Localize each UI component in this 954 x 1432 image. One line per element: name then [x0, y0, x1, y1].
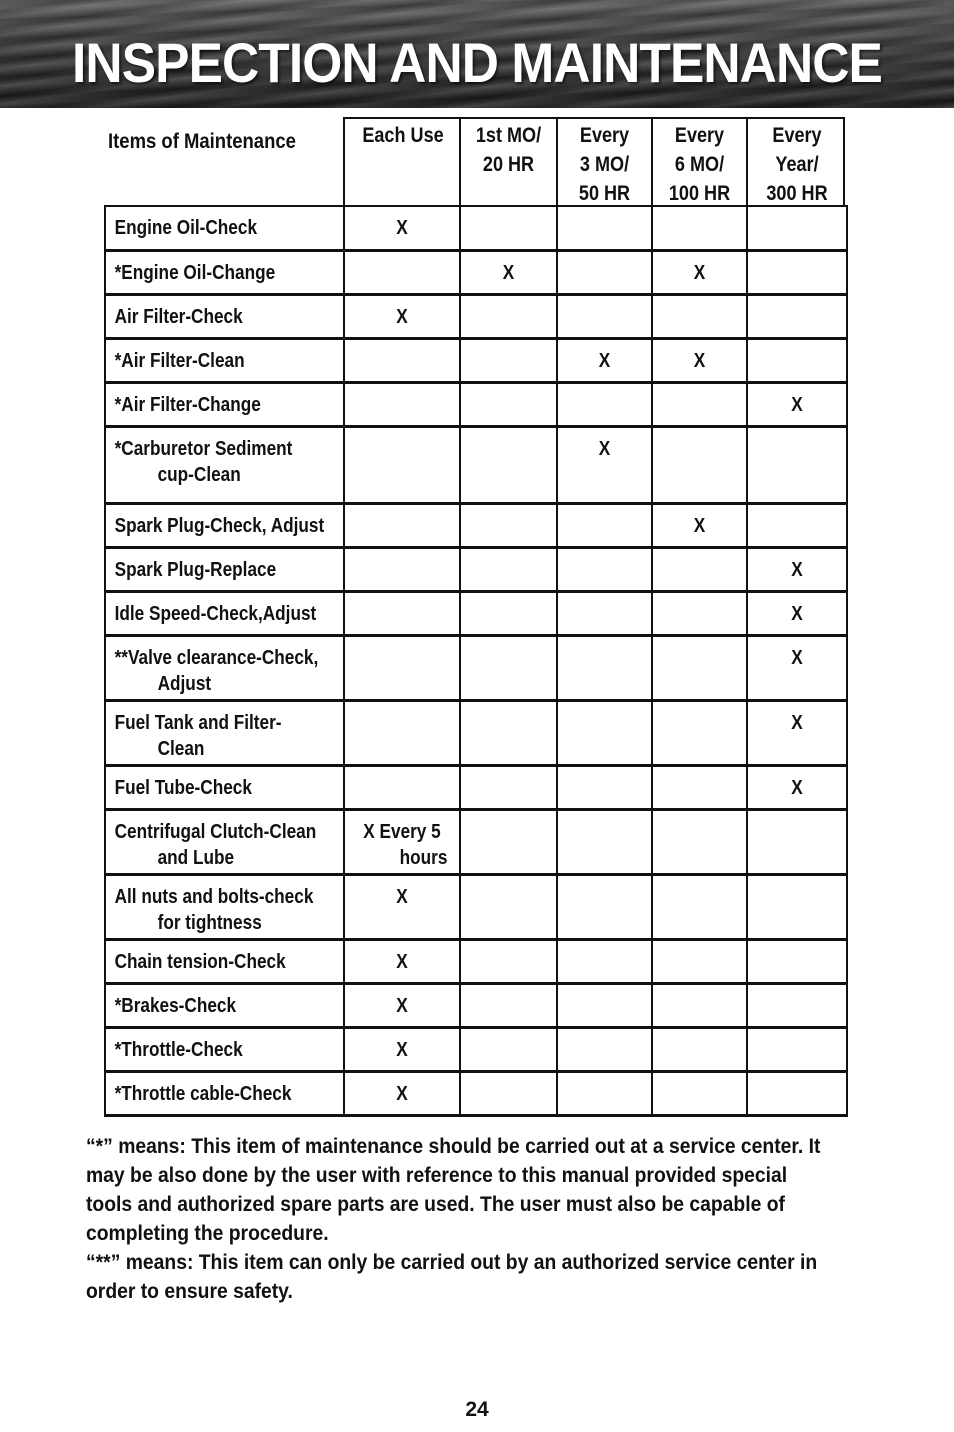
- schedule-cell: [344, 983, 460, 1027]
- schedule-mark: X: [693, 261, 706, 284]
- footnotes: [86, 1132, 822, 1306]
- column-header-5: [746, 119, 846, 207]
- schedule-cell: [557, 1027, 652, 1071]
- header-banner: [0, 0, 954, 108]
- schedule-cell: [557, 338, 652, 382]
- schedule-cell: [652, 426, 747, 503]
- schedule-mark: X: [598, 349, 611, 372]
- maintenance-item-label: and Lube: [157, 846, 235, 869]
- maintenance-item-label: Engine Oil-Check: [114, 217, 258, 239]
- schedule-cell: [652, 250, 747, 294]
- schedule-cell: [747, 382, 847, 426]
- schedule-cell: [747, 206, 847, 250]
- maintenance-item-cell: [105, 939, 344, 983]
- maintenance-item-cell: [105, 765, 344, 809]
- schedule-cell: [344, 547, 460, 591]
- maintenance-item-label: Chain tension-Check: [114, 950, 286, 973]
- table-row: [105, 874, 847, 939]
- schedule-cell: [344, 635, 460, 700]
- maintenance-item-label: *Engine Oil-Change: [114, 261, 276, 284]
- column-header-1: [345, 119, 461, 207]
- schedule-mark: X: [791, 646, 803, 669]
- schedule-cell: [747, 294, 847, 338]
- schedule-cell: [460, 250, 557, 294]
- maintenance-item-label: All nuts and bolts-check: [114, 885, 314, 908]
- schedule-cell: [652, 294, 747, 338]
- schedule-cell: [747, 503, 847, 547]
- maintenance-item-cell: [105, 503, 344, 547]
- maintenance-item-cell: [105, 591, 344, 635]
- maintenance-item-label: Centrifugal Clutch-Clean: [114, 820, 317, 843]
- schedule-cell: [460, 338, 557, 382]
- schedule-cell: [557, 503, 652, 547]
- maintenance-item-label: cup-Clean: [157, 463, 241, 486]
- column-header-line: Year/: [775, 153, 819, 176]
- column-header-3: [556, 119, 651, 207]
- schedule-cell: [344, 1071, 460, 1115]
- schedule-cell: [652, 1027, 747, 1071]
- maintenance-item-label: Idle Speed-Check,Adjust: [114, 602, 317, 625]
- maintenance-item-cell: [105, 382, 344, 426]
- schedule-mark: X: [396, 217, 408, 239]
- maintenance-item-label: Fuel Tank and Filter-: [114, 711, 282, 734]
- column-header-line: 300 HR: [766, 182, 828, 205]
- schedule-mark: X: [396, 950, 408, 973]
- column-header-line: 50 HR: [578, 182, 631, 205]
- schedule-cell: [344, 700, 460, 765]
- schedule-cell: [652, 503, 747, 547]
- maintenance-item-cell: [105, 294, 344, 338]
- column-header-line: Each Use: [362, 124, 444, 147]
- schedule-cell: [557, 382, 652, 426]
- maintenance-item-cell: [105, 426, 344, 503]
- schedule-mark: X: [502, 261, 515, 284]
- column-header-2: [459, 119, 556, 207]
- table-row: [105, 503, 847, 547]
- column-header-line: Every: [579, 124, 630, 147]
- schedule-cell: [652, 591, 747, 635]
- table-row: [105, 983, 847, 1027]
- schedule-cell: [652, 700, 747, 765]
- note-single-asterisk: “*” means: This item of maintenance should be carried out at a service center. It may be also done by the user with reference to this manual provided special tools and authorized spare parts are used. The user must also be capable of completing the procedure.: [86, 1135, 821, 1245]
- maintenance-item-cell: [105, 635, 344, 700]
- schedule-cell: [344, 250, 460, 294]
- table-row: [105, 338, 847, 382]
- schedule-cell: [652, 1071, 747, 1115]
- schedule-cell: [747, 765, 847, 809]
- table-row: [105, 591, 847, 635]
- schedule-mark: X: [693, 514, 706, 537]
- schedule-cell: [460, 382, 557, 426]
- items-of-maintenance-header: Items of Maintenance: [108, 130, 296, 153]
- table-row: [105, 1027, 847, 1071]
- schedule-cell: [747, 591, 847, 635]
- schedule-cell: [344, 382, 460, 426]
- schedule-cell: [557, 294, 652, 338]
- schedule-cell: [344, 503, 460, 547]
- schedule-cell: [460, 765, 557, 809]
- schedule-mark: X: [598, 437, 611, 460]
- schedule-mark: X: [396, 1038, 408, 1061]
- schedule-mark: hours: [399, 846, 448, 869]
- table-row: [105, 547, 847, 591]
- schedule-cell: [652, 338, 747, 382]
- schedule-cell: [460, 547, 557, 591]
- maintenance-item-label: Adjust: [157, 672, 212, 695]
- schedule-cell: [460, 809, 557, 874]
- schedule-cell: [747, 426, 847, 503]
- maintenance-item-label: Fuel Tube-Check: [114, 776, 252, 799]
- schedule-cell: [460, 983, 557, 1027]
- table-row: [105, 635, 847, 700]
- schedule-cell: [747, 547, 847, 591]
- schedule-cell: [557, 874, 652, 939]
- schedule-cell: [652, 939, 747, 983]
- schedule-cell: [344, 809, 460, 874]
- schedule-cell: [460, 206, 557, 250]
- schedule-cell: [652, 809, 747, 874]
- schedule-mark: X: [791, 776, 803, 799]
- schedule-cell: [460, 503, 557, 547]
- table-row: [105, 809, 847, 874]
- table-row: [105, 250, 847, 294]
- maintenance-item-cell: [105, 874, 344, 939]
- schedule-cell: [747, 1027, 847, 1071]
- schedule-mark: X: [396, 305, 408, 328]
- maintenance-item-label: *Throttle-Check: [114, 1038, 243, 1061]
- schedule-cell: [557, 547, 652, 591]
- schedule-cell: [652, 206, 747, 250]
- schedule-cell: [460, 700, 557, 765]
- schedule-mark: X: [396, 994, 408, 1017]
- schedule-cell: [747, 939, 847, 983]
- maintenance-item-cell: [105, 1071, 344, 1115]
- note-double-asterisk: “**” means: This item can only be carried out by an authorized service center in order to ensure safety.: [86, 1251, 818, 1303]
- schedule-cell: [460, 635, 557, 700]
- schedule-mark: X: [791, 558, 803, 581]
- schedule-cell: [747, 983, 847, 1027]
- schedule-cell: [344, 426, 460, 503]
- schedule-mark: X: [396, 1082, 408, 1105]
- schedule-cell: [557, 250, 652, 294]
- column-header-line: 6 MO/: [674, 153, 725, 176]
- schedule-cell: [460, 294, 557, 338]
- table-row: [105, 382, 847, 426]
- maintenance-item-cell: [105, 1027, 344, 1071]
- table-row: [105, 939, 847, 983]
- schedule-cell: [747, 1071, 847, 1115]
- schedule-cell: [344, 206, 460, 250]
- maintenance-item-cell: [105, 983, 344, 1027]
- column-header-row: [343, 117, 845, 205]
- maintenance-item-cell: [105, 250, 344, 294]
- maintenance-item-label: Spark Plug-Replace: [114, 558, 277, 581]
- column-header-line: Every: [772, 124, 822, 147]
- schedule-cell: [747, 874, 847, 939]
- schedule-cell: [557, 1071, 652, 1115]
- schedule-cell: [557, 635, 652, 700]
- maintenance-item-label: **Valve clearance-Check,: [114, 646, 319, 669]
- column-header-line: 3 MO/: [579, 153, 630, 176]
- schedule-cell: [460, 591, 557, 635]
- schedule-cell: [557, 983, 652, 1027]
- schedule-cell: [344, 939, 460, 983]
- schedule-cell: [557, 591, 652, 635]
- schedule-mark: X: [791, 711, 803, 734]
- schedule-cell: [557, 939, 652, 983]
- schedule-cell: [460, 1027, 557, 1071]
- maintenance-item-label: Air Filter-Check: [114, 305, 243, 328]
- schedule-mark: X: [791, 393, 803, 416]
- maintenance-item-label: Spark Plug-Check, Adjust: [114, 514, 325, 537]
- schedule-cell: [557, 700, 652, 765]
- column-header-line: 20 HR: [482, 153, 535, 176]
- schedule-cell: [652, 382, 747, 426]
- page-title: INSPECTION AND MAINTENANCE: [72, 31, 882, 94]
- maintenance-item-cell: [105, 547, 344, 591]
- maintenance-item-label: *Air Filter-Clean: [114, 349, 245, 372]
- maintenance-item-cell: [105, 206, 344, 250]
- schedule-cell: [557, 765, 652, 809]
- schedule-cell: [344, 591, 460, 635]
- schedule-cell: [460, 426, 557, 503]
- column-header-line: Every: [674, 124, 725, 147]
- schedule-cell: [344, 338, 460, 382]
- schedule-cell: [460, 939, 557, 983]
- maintenance-item-label: for tightness: [157, 911, 262, 934]
- maintenance-item-cell: [105, 338, 344, 382]
- schedule-cell: [652, 765, 747, 809]
- column-header-4: [651, 119, 746, 207]
- page-number: 24: [465, 1398, 489, 1421]
- schedule-cell: [652, 635, 747, 700]
- table-row: [105, 206, 847, 250]
- table-row: [105, 426, 847, 503]
- schedule-cell: [460, 1071, 557, 1115]
- table-row: [105, 294, 847, 338]
- maintenance-item-cell: [105, 700, 344, 765]
- schedule-cell: [344, 1027, 460, 1071]
- schedule-cell: [747, 700, 847, 765]
- schedule-cell: [652, 983, 747, 1027]
- schedule-cell: [652, 547, 747, 591]
- schedule-cell: [344, 765, 460, 809]
- schedule-mark: X: [693, 349, 706, 372]
- schedule-cell: [557, 809, 652, 874]
- schedule-cell: [652, 874, 747, 939]
- schedule-cell: [460, 874, 557, 939]
- maintenance-item-label: *Carburetor Sediment: [114, 437, 293, 460]
- schedule-cell: [557, 426, 652, 503]
- maintenance-schedule-table: [104, 205, 848, 1117]
- maintenance-item-label: *Throttle cable-Check: [114, 1082, 292, 1105]
- maintenance-item-cell: [105, 809, 344, 874]
- schedule-cell: [747, 809, 847, 874]
- column-header-line: 1st MO/: [475, 124, 542, 147]
- maintenance-item-label: *Air Filter-Change: [114, 393, 261, 416]
- schedule-mark: X: [791, 602, 803, 625]
- schedule-cell: [557, 206, 652, 250]
- schedule-cell: [747, 338, 847, 382]
- schedule-cell: [747, 250, 847, 294]
- schedule-mark: X: [396, 885, 408, 908]
- schedule-cell: [344, 294, 460, 338]
- table-row: [105, 1071, 847, 1115]
- table-row: [105, 765, 847, 809]
- schedule-cell: [747, 635, 847, 700]
- table-row: [105, 700, 847, 765]
- maintenance-item-label: Clean: [157, 737, 205, 760]
- maintenance-item-label: *Brakes-Check: [114, 994, 237, 1017]
- column-header-line: 100 HR: [668, 182, 731, 205]
- schedule-mark: X Every 5: [363, 820, 441, 843]
- schedule-cell: [344, 874, 460, 939]
